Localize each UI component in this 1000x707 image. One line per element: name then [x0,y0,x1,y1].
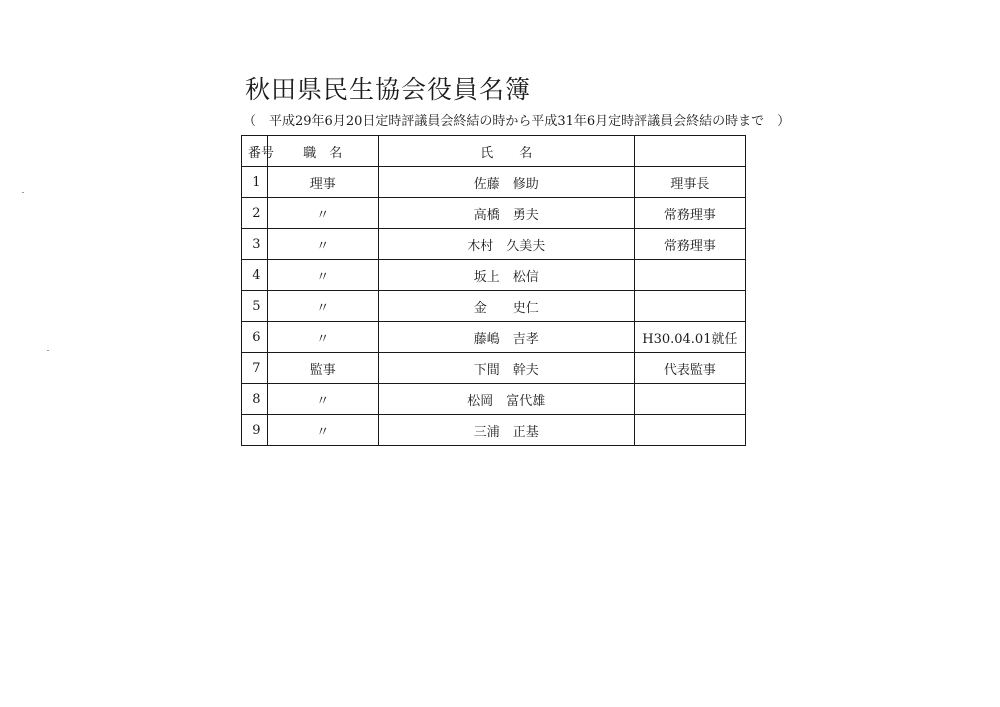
roster-table [241,135,746,446]
row-number: 5 [242,291,268,322]
row-note [634,260,745,291]
table-row [242,229,746,260]
row-role: 〃 [267,260,378,291]
row-name: 下間 幹夫 [378,353,634,384]
row-name: 金 史仁 [378,291,634,322]
row-number: 3 [242,229,268,260]
row-note: H30.04.01就任 [634,322,745,353]
table-row [242,322,746,353]
row-note: 常務理事 [634,198,745,229]
table-row [242,167,746,198]
row-name: 松岡 富代雄 [378,384,634,415]
row-role: 〃 [267,291,378,322]
table-row [242,260,746,291]
row-name: 三浦 正基 [378,415,634,446]
row-number: 1 [242,167,268,198]
row-note: 代表監事 [634,353,745,384]
scan-speck [47,350,49,351]
row-name: 高橋 勇夫 [378,198,634,229]
header-number: 番号 [242,136,268,167]
row-number: 6 [242,322,268,353]
table-row [242,384,746,415]
header-name: 氏 名 [378,136,634,167]
row-name: 木村 久美夫 [378,229,634,260]
table-header-row [242,136,746,167]
row-role: 〃 [267,384,378,415]
scan-speck [22,192,24,193]
row-role: 〃 [267,415,378,446]
row-note [634,291,745,322]
row-note: 常務理事 [634,229,745,260]
row-name: 藤嶋 吉孝 [378,322,634,353]
row-role: 理事 [267,167,378,198]
row-number: 8 [242,384,268,415]
row-name: 佐藤 修助 [378,167,634,198]
row-note: 理事長 [634,167,745,198]
row-name: 坂上 松信 [378,260,634,291]
table-row [242,198,746,229]
table-row [242,291,746,322]
row-note [634,415,745,446]
row-role: 監事 [267,353,378,384]
table-row [242,415,746,446]
header-role: 職 名 [267,136,378,167]
row-number: 9 [242,415,268,446]
table-row [242,353,746,384]
header-note [634,136,745,167]
row-number: 4 [242,260,268,291]
page-title: 秋田県民生協会役員名簿 [245,75,532,104]
row-note [634,384,745,415]
page-subtitle: （ 平成29年6月20日定時評議員会終結の時から平成31年6月定時評議員会終結の時まで ） [243,114,791,129]
row-role: 〃 [267,322,378,353]
row-number: 2 [242,198,268,229]
row-number: 7 [242,353,268,384]
row-role: 〃 [267,198,378,229]
row-role: 〃 [267,229,378,260]
